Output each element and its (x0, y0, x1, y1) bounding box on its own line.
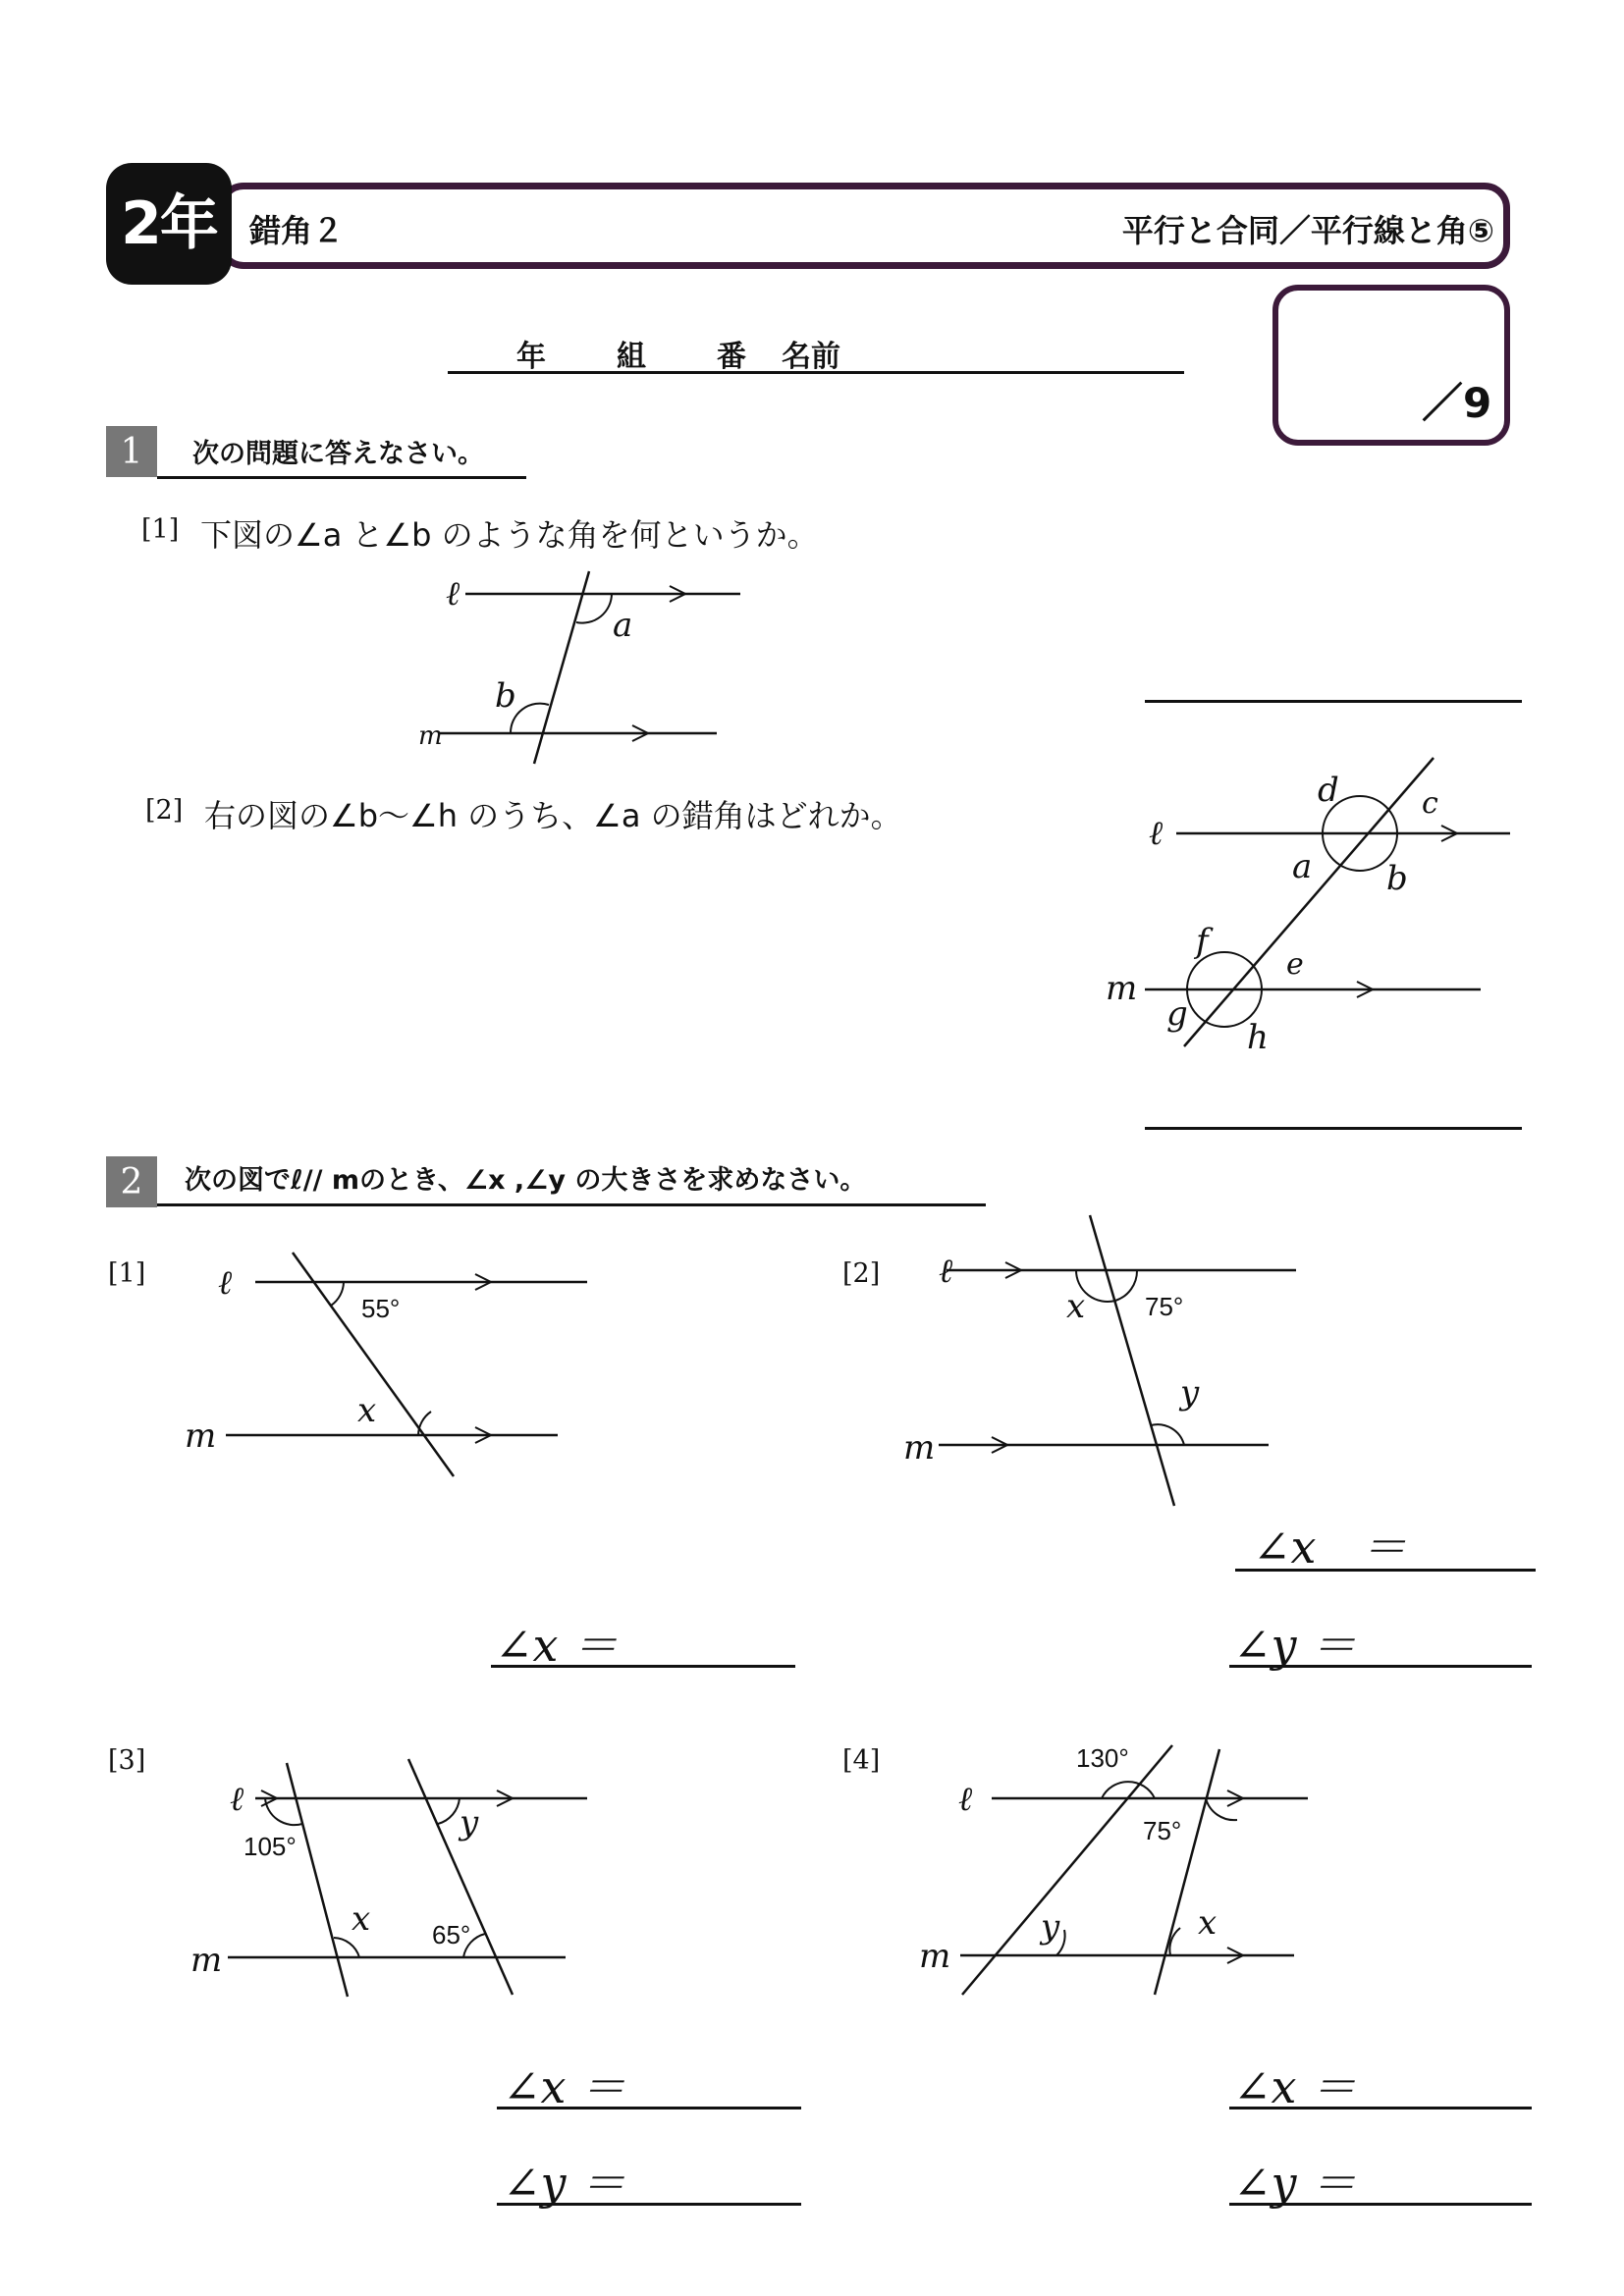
transversal (1184, 758, 1434, 1046)
unit-title: 平行と合同／平行線と角⑤ (1121, 212, 1494, 249)
label-c: c (1422, 786, 1438, 821)
label-m: m (190, 1941, 223, 1980)
label-e: e (1286, 947, 1304, 982)
s2-p2-answer-y-label: ∠y ＝ (1233, 1619, 1357, 1672)
transversal-2 (408, 1759, 513, 1995)
arc-55 (331, 1282, 344, 1306)
transversal (534, 571, 589, 764)
label-y: y (1041, 1907, 1060, 1947)
label-l: ℓ (1149, 814, 1164, 853)
label-b: b (1386, 859, 1408, 898)
label-h: h (1247, 1018, 1269, 1057)
angle-65: 65° (432, 1920, 471, 1949)
s1-q1-figure (412, 560, 746, 775)
s2-p4-answer-x-label: ∠x ＝ (1233, 2060, 1357, 2113)
label-l: ℓ (230, 1780, 244, 1819)
label-a: a (613, 606, 633, 645)
arc-130 (1102, 1782, 1155, 1798)
year-label: 年 (516, 340, 546, 374)
s2-p3-answer-x-label: ∠x ＝ (503, 2060, 626, 2113)
number-label: 番 (717, 340, 746, 374)
label-f: f (1196, 922, 1209, 961)
s2-p3-figure (183, 1747, 595, 2002)
section1-number: 1 (106, 426, 157, 477)
angle-75: 75° (1145, 1292, 1184, 1321)
name-label: 名前 (782, 340, 840, 374)
s2-p1-number: [1] (108, 1258, 146, 1289)
s2-p3-number: [3] (108, 1745, 146, 1776)
arc-75 (1115, 1270, 1137, 1301)
s1-q1-number: [1] (141, 514, 180, 545)
worksheet-title: 錯角２ (249, 212, 345, 249)
s2-p1-figure (177, 1247, 599, 1492)
transversal (1090, 1215, 1174, 1506)
section1-underline (157, 476, 526, 479)
label-m: m (919, 1937, 951, 1976)
s2-p4-figure (903, 1737, 1316, 2012)
name-line[interactable] (448, 332, 1184, 374)
label-b: b (495, 676, 516, 716)
label-m: m (903, 1428, 936, 1468)
section2-underline (157, 1203, 986, 1206)
s1-q1-answer-line[interactable] (1145, 700, 1522, 703)
arc-75 (1206, 1798, 1237, 1820)
section2-number: 2 (106, 1156, 157, 1207)
label-l: ℓ (218, 1263, 233, 1303)
label-x: x (1066, 1287, 1086, 1326)
label-l: ℓ (958, 1780, 973, 1819)
label-x: x (1198, 1903, 1218, 1943)
transversal-1 (962, 1745, 1172, 1995)
section1-title: 次の問題に答えなさい。 (192, 439, 484, 469)
s1-q1-text: 下図の∠a と∠b のような角を何というか。 (200, 516, 819, 554)
label-m: m (1106, 969, 1138, 1008)
s2-p4-number: [4] (842, 1745, 881, 1776)
label-l: ℓ (939, 1252, 953, 1291)
arc-y (438, 1798, 460, 1824)
s2-p4-answer-y-label: ∠y ＝ (1233, 2157, 1357, 2210)
label-x: x (352, 1899, 371, 1939)
transversal-2 (1155, 1749, 1219, 1995)
s1-q2-text: 右の図の∠b〜∠h のうち、∠a の錯角はどれか。 (204, 797, 902, 834)
s2-p3-answer-y-label: ∠y ＝ (503, 2157, 626, 2210)
label-m: m (185, 1416, 217, 1456)
s1-q2-number: [2] (145, 795, 184, 826)
label-d: d (1318, 771, 1339, 810)
grade-badge: 2年 (106, 163, 232, 285)
angle-130: 130° (1076, 1743, 1129, 1773)
label-a: a (1292, 847, 1313, 886)
s1-q2-figure (1100, 746, 1512, 1060)
label-y: y (1180, 1373, 1200, 1413)
label-g: g (1166, 994, 1188, 1034)
s1-q2-answer-line[interactable] (1145, 1127, 1522, 1130)
label-y: y (460, 1803, 479, 1842)
section2-title: 次の図でℓ// mのとき、∠x ,∠y の大きさを求めなさい。 (185, 1165, 867, 1196)
s2-p2-number: [2] (842, 1258, 881, 1289)
s2-p2-figure (893, 1207, 1306, 1512)
score-total: ／9 (1422, 379, 1492, 427)
label-l: ℓ (446, 574, 460, 614)
s2-p2-answer-x-label: ∠x ＝ (1253, 1521, 1407, 1574)
class-label: 組 (617, 340, 646, 374)
angle-75: 75° (1143, 1816, 1182, 1845)
transversal (293, 1253, 454, 1476)
s2-p1-answer-x-label: ∠x ＝ (495, 1619, 619, 1672)
angle-55: 55° (361, 1294, 401, 1323)
label-x: x (357, 1391, 377, 1430)
label-m: m (418, 721, 443, 751)
angle-105: 105° (244, 1832, 297, 1861)
